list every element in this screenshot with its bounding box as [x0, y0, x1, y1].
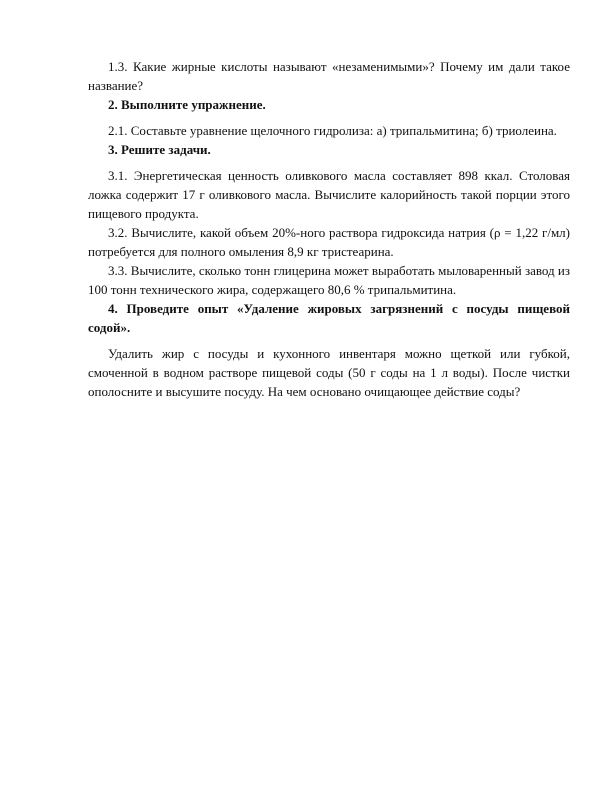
question-3-3: 3.3. Вычислите, сколько тонн глицерина может выработать мыловаренный завод из 100 тонн технического жира, содержащего 80,6 % трипальмитина. — [88, 263, 570, 297]
section-4-heading: 4. Проведите опыт «Удаление жировых загрязнений с посуды пищевой содой». — [88, 301, 570, 335]
question-3-1: 3.1. Энергетическая ценность оливкового масла составляет 898 ккал. Столовая ложка содержит 17 г оливкового масла. Вычислите калорийность такой порции этого пищевого продукта. — [88, 168, 570, 221]
experiment-text: Удалить жир с посуды и кухонного инвентаря можно щеткой или губкой, смоченной в водном растворе пищевой соды (50 г соды на 1 л воды). После чистки ополосните и высушите посуду. На чем основано очищающее действие соды? — [88, 346, 570, 399]
question-2-1: 2.1. Составьте уравнение щелочного гидролиза: а) трипальмитина; б) триолеина. — [108, 123, 557, 138]
question-1-3: 1.3. Какие жирные кислоты называют «незаменимыми»? Почему им дали такое название? — [88, 59, 570, 93]
document-body — [88, 57, 570, 401]
question-3-2: 3.2. Вычислите, какой объем 20%-ного раствора гидроксида натрия (ρ = 1,22 г/мл) потребуется для полного омыления 8,9 кг тристеарина. — [88, 225, 570, 259]
section-2-heading: 2. Выполните упражнение. — [108, 97, 266, 112]
section-3-heading: 3. Решите задачи. — [108, 142, 211, 157]
